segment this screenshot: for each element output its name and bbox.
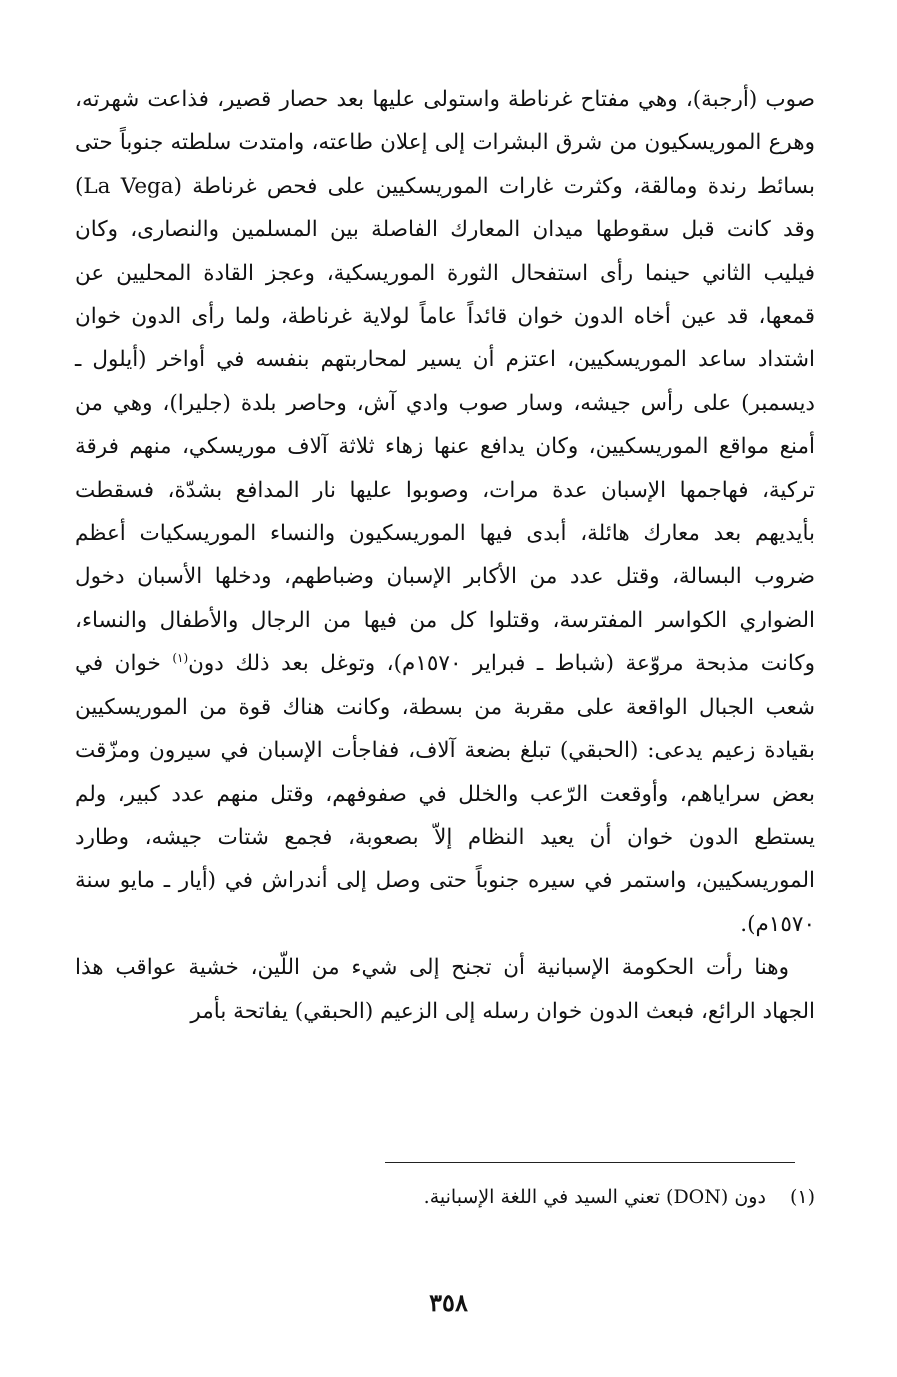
- page-number: ٣٥٨: [429, 1288, 468, 1317]
- footnote-reference: (١): [172, 651, 189, 666]
- footnote: [75, 1181, 815, 1213]
- footnote-separator: [385, 1162, 795, 1163]
- paragraph-1-text: صوب (أرجبة)، وهي مفتاح غرناطة واستولى عليها بعد حصار قصير، فذاعت شهرته، وهرع الموريسكيون من شرق البشرات إلى إعلان طاعته، وامتدت سلطته جنوباً حتى بسائط رندة ومالقة، وكثرت غارات الموريسكيين على فحص غرناطة (La Vega) وقد كانت قبل سقوطها ميدان المعارك الفاصلة بين المسلمين والنصارى، وكان فيليب الثاني حينما رأى استفحال الثورة الموريسكية، وعجز القادة المحليين عن قمعها، قد عين أخاه الدون خوان قائداً عاماً لولاية غرناطة، ولما رأى الدون خوان اشتداد ساعد الموريسكيين، اعتزم أن يسير لمحاربتهم بنفسه في أواخر (أيلول ـ ديسمبر) على رأس جيشه، وسار صوب وادي آش، وحاصر بلدة (جليرا)، وهي من أمنع مواقع الموريسكيين، وكان يدافع عنها زهاء ثلاثة آلاف موريسكي، منهم فرقة تركية، فهاجمها الإسبان عدة مرات، وصوبوا عليها نار المدافع بشدّة، فسقطت بأيديهم بعد معارك هائلة، أبدى فيها الموريسكيون والنساء الموريسكيات أعظم ضروب البسالة، وقتل عدد من الأكابر الإسبان وضباطهم، ودخلها الأسبان دخول الضواري الكواسر المفترسة، وقتلوا كل من فيها من الرجال والأطفال والنساء، وكانت مذبحة مروّعة (شباط ـ فبراير ١٥٧٠م)، وتوغل بعد ذلك دون: [75, 87, 816, 677]
- footnote-text: دون (DON) تعني السيد في اللغة الإسبانية.: [423, 1186, 766, 1208]
- paragraph-1-text-continued: خوان في شعب الجبال الواقعة على مقربة من بسطة، وكانت هناك قوة من الموريسكيين بقيادة زعيم يدعى: (الحبقي) تبلغ بضعة آلاف، ففاجأت الإسبان في سيرون ومزّقت بعض سراياهم، وأوقعت الرّعب والخلل في صفوفهم، وقتل منهم عدد كبير، ولم يستطع الدون خوان أن يعيد النظام إلاّ بصعوبة، فجمع شتات جيشه، وطارد الموريسكيين، واستمر في سيره جنوباً حتى وصل إلى أندراش في (أيار ـ مايو سنة ١٥٧٠م).: [75, 651, 815, 937]
- paragraph-2: وهنا رأت الحكومة الإسبانية أن تجنح إلى شيء من اللّين، خشية عواقب هذا الجهاد الرائع، فبعث الدون خوان رسله إلى الزعيم (الحبقي) يفاتحة بأمر: [75, 955, 815, 1024]
- paragraph-1: [75, 78, 815, 946]
- main-text: [75, 78, 815, 1033]
- footnote-number: (١): [789, 1186, 815, 1208]
